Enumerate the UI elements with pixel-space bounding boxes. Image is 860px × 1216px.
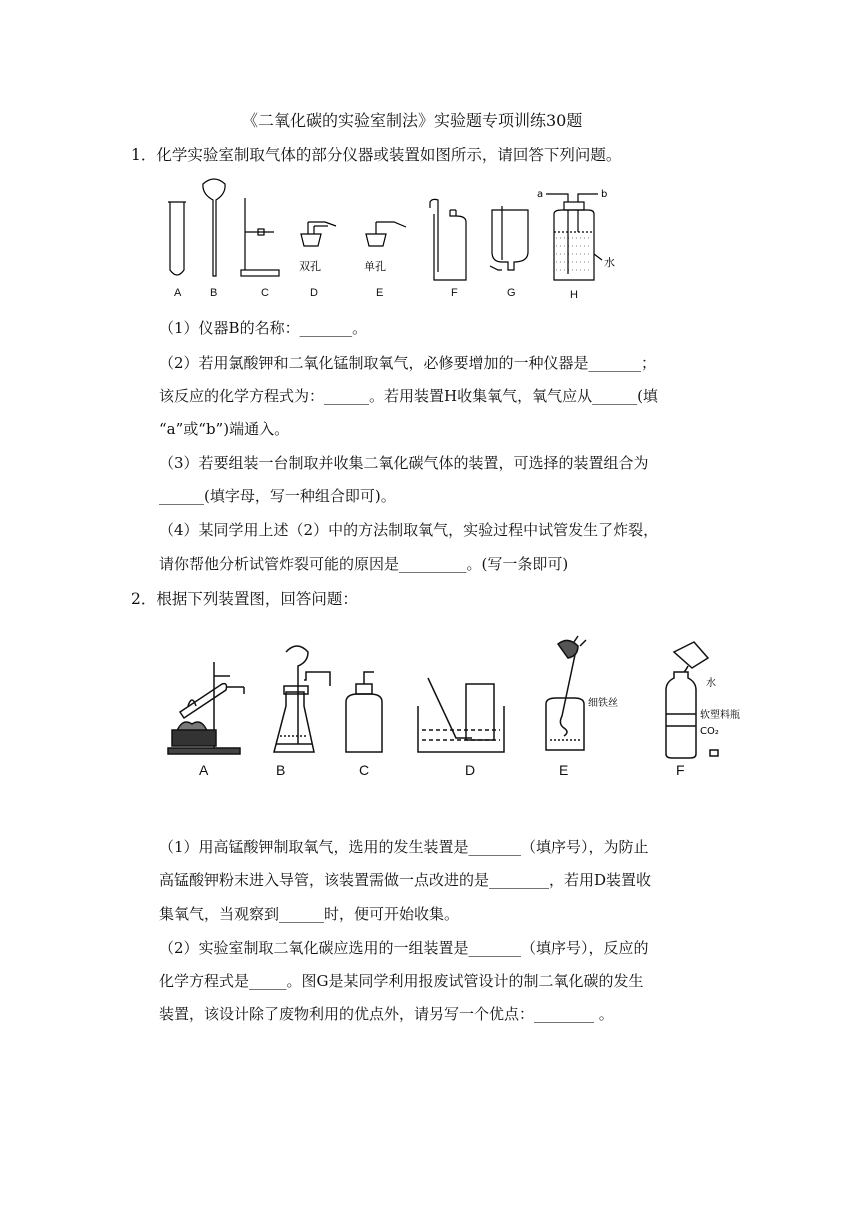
question-1-stem: 1．化学实验室制取气体的部分仪器或装置如图所示，请回答下列问题。 xyxy=(131,146,622,164)
double-hole-stopper-d-icon xyxy=(301,222,336,246)
fig1-label-g: G xyxy=(507,287,516,299)
q1-line: ______(填字母，写一种组合即可)。 xyxy=(159,487,396,505)
question-2-apparatus-figure xyxy=(160,632,780,762)
label-h-water: 水 xyxy=(604,256,615,269)
label-single-hole: 单孔 xyxy=(364,260,386,273)
fig2-label-e: E xyxy=(559,762,569,778)
fig1-label-f: F xyxy=(451,287,458,299)
gas-washing-bottle-h-icon xyxy=(546,194,602,280)
q1-line: “a”或“b”)端通入。 xyxy=(159,420,290,438)
document-title: 《二氧化碳的实验室制法》实验题专项训练30题 xyxy=(242,111,583,130)
heating-apparatus-a-icon xyxy=(168,662,244,754)
fig2-label-d: D xyxy=(465,762,476,778)
label-co2: CO₂ xyxy=(700,726,719,737)
q1-line: 请你帮他分析试管炸裂可能的原因是_________。(写一条即可) xyxy=(159,555,569,573)
q2-line: 化学方程式是_____。图G是某同学利用报废试管设计的制二氧化碳的发生 xyxy=(159,972,644,990)
question-2-stem: 2．根据下列装置图，回答问题： xyxy=(131,590,358,608)
test-tube-a-icon xyxy=(168,202,186,275)
q1-line: （1）仪器B的名称：_______。 xyxy=(159,319,368,337)
fig1-label-b: B xyxy=(210,287,218,299)
fig1-label-c: C xyxy=(261,287,269,299)
label-iron-wire: 细铁丝 xyxy=(588,698,618,709)
label-f-water: 水 xyxy=(706,678,716,689)
q2-line: 高锰酸钾粉末进入导管，该装置需做一点改进的是________，若用D装置收 xyxy=(159,871,652,889)
funnel-b-icon xyxy=(203,179,225,276)
single-hole-stopper-e-icon xyxy=(366,222,406,246)
water-trough-d-icon xyxy=(418,678,504,752)
q1-line: （3）若要组装一台制取并收集二氧化碳气体的装置，可选择的装置组合为 xyxy=(159,454,649,472)
q1-line: （2）若用氯酸钾和二氧化锰制取氧气，必修要增加的一种仪器是_______； xyxy=(159,354,657,372)
fig2-label-b: B xyxy=(276,762,286,778)
q2-line: （2）实验室制取二氧化碳应选用的一组装置是_______（填序号），反应的 xyxy=(159,939,649,957)
fig1-label-a: A xyxy=(174,287,182,299)
q2-line: （1）用高锰酸钾制取氧气，选用的发生装置是_______（填序号），为防止 xyxy=(159,838,649,856)
q2-line: 集氧气，当观察到______时，便可开始收集。 xyxy=(159,905,460,923)
q1-line: （4）某同学用上述（2）中的方法制取氧气，实验过程中试管发生了炸裂， xyxy=(159,521,659,539)
fig2-label-a: A xyxy=(199,762,209,778)
q1-line: 该反应的化学方程式为：______。若用装置H收集氧气，氧气应从______(填 xyxy=(159,387,658,405)
question-1-apparatus-figure xyxy=(150,172,630,304)
fig1-label-d: D xyxy=(310,287,318,299)
gas-bottle-c-icon xyxy=(346,672,382,752)
q2-line: 装置，该设计除了废物利用的优点外，请另写一个优点：________ 。 xyxy=(159,1005,614,1023)
plastic-bottle-f-icon xyxy=(666,642,718,758)
label-h-b: b xyxy=(601,189,608,200)
fig2-label-c: C xyxy=(359,762,370,778)
fig1-label-h: H xyxy=(570,289,578,301)
label-plastic-bottle: 软塑料瓶 xyxy=(700,710,740,721)
gas-bottle-f-icon xyxy=(430,199,466,280)
conical-flask-b-icon xyxy=(274,646,330,752)
inverted-bottle-g-icon xyxy=(490,206,528,270)
iron-stand-c-icon xyxy=(241,198,279,276)
iron-wire-combustion-e-icon xyxy=(546,636,586,750)
fig1-label-e: E xyxy=(376,287,384,299)
fig2-label-f: F xyxy=(676,762,685,778)
label-h-a: a xyxy=(537,189,544,200)
label-double-hole: 双孔 xyxy=(299,260,321,273)
